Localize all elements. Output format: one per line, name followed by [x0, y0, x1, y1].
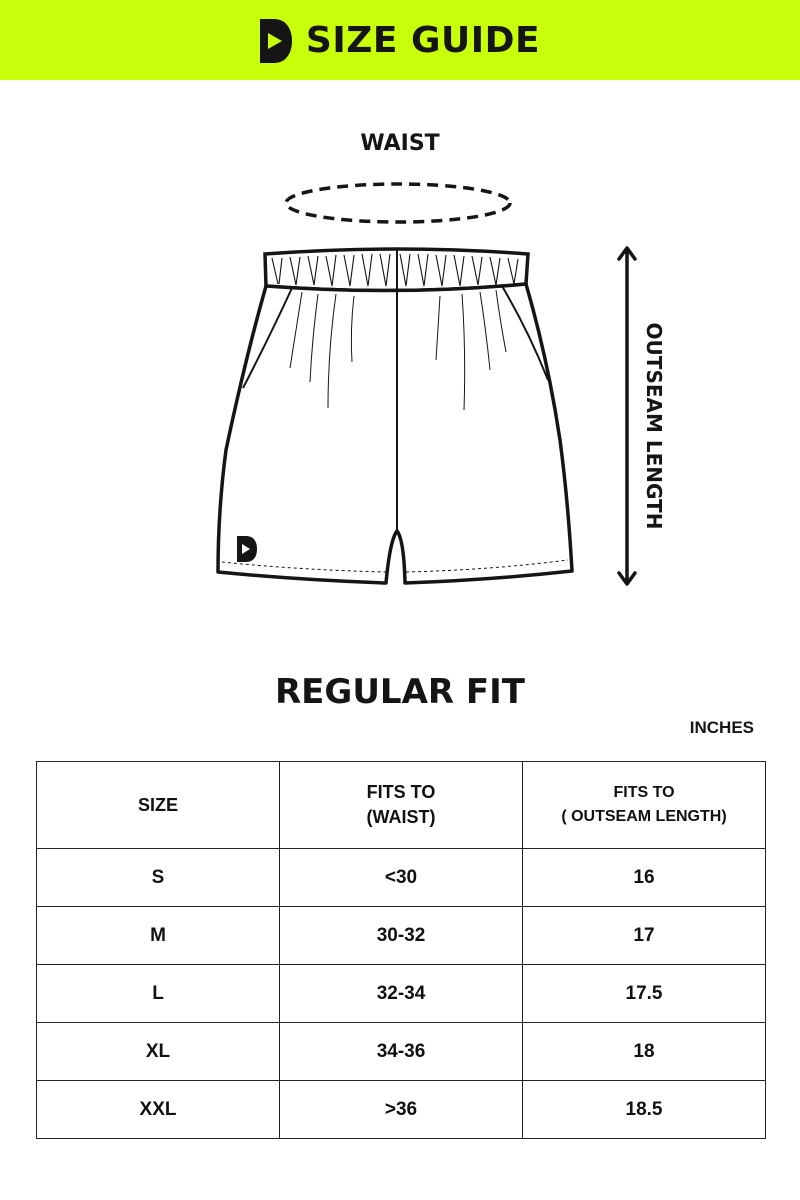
outseam-arrow [619, 248, 635, 584]
size-cell: M [37, 907, 280, 965]
size-cell: S [37, 849, 280, 907]
fit-title: REGULAR FIT [275, 672, 525, 712]
shorts-diagram [0, 170, 800, 600]
waist-label: WAIST [360, 131, 440, 156]
size-table [36, 761, 766, 1139]
size-cell: L [37, 965, 280, 1023]
header-waist: FITS TO (WAIST) [280, 762, 523, 849]
outseam-cell: 18 [523, 1023, 766, 1081]
outseam-label: OUTSEAM LENGTH [642, 322, 666, 530]
waist-cell: 32-34 [280, 965, 523, 1023]
waist-cell: 34-36 [280, 1023, 523, 1081]
waist-cell: >36 [280, 1081, 523, 1139]
brand-logo-icon [260, 19, 292, 63]
page-title: SIZE GUIDE [305, 19, 541, 61]
waist-measure-ellipse [286, 184, 510, 222]
table-row [37, 965, 766, 1023]
units-label: INCHES [689, 718, 754, 737]
table-row [37, 849, 766, 907]
size-cell: XXL [37, 1081, 280, 1139]
table-row [37, 1023, 766, 1081]
header-banner [0, 0, 800, 80]
outseam-cell: 17.5 [523, 965, 766, 1023]
waist-cell: <30 [280, 849, 523, 907]
outseam-cell: 16 [523, 849, 766, 907]
table-row [37, 907, 766, 965]
header-outseam: FITS TO ( OUTSEAM LENGTH) [523, 762, 766, 849]
waist-cell: 30-32 [280, 907, 523, 965]
header-size: SIZE [37, 762, 280, 849]
size-cell: XL [37, 1023, 280, 1081]
table-header-row [37, 762, 766, 849]
outseam-cell: 17 [523, 907, 766, 965]
shorts-logo-icon [237, 536, 257, 562]
outseam-cell: 18.5 [523, 1081, 766, 1139]
table-row [37, 1081, 766, 1139]
